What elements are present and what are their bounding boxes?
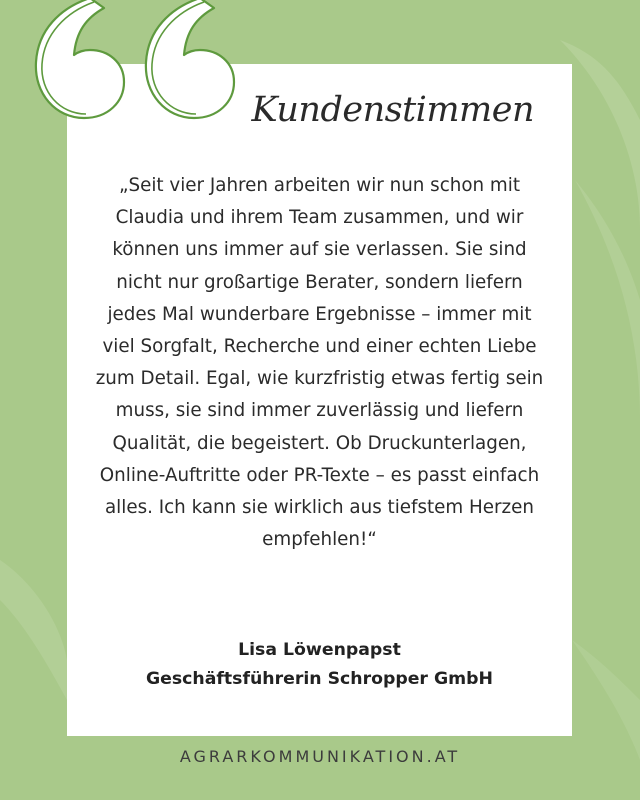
quotation-marks-icon — [20, 0, 260, 140]
footer-website: AGRARKOMMUNIKATION.AT — [179, 747, 461, 766]
card-title: Kundenstimmen — [251, 90, 534, 130]
author-name: Lisa Löwenpapst — [238, 640, 401, 660]
testimonial-card — [67, 64, 572, 736]
testimonial-quote: „Seit vier Jahren arbeiten wir nun schon mit Claudia und ihrem Team zusammen, und wir können uns immer auf sie verlassen. Sie sind nicht nur großartige Berater, sondern liefern jedes Mal wunderbare Ergebnisse – immer mit viel Sorgfalt, Recherche und einer echten Liebe zum Detail. Egal, wie kurzfristig etwas fertig sein muss, sie sind immer zuverlässig und liefern Qualität, die begeistert. Ob Druckunterlagen, Online-Auftritte oder PR-Texte – es passt einfach alles. Ich kann sie wirklich aus tiefstem Herzen empfehlen!“ — [95, 175, 544, 551]
author-role: Geschäftsführerin Schropper GmbH — [145, 669, 493, 689]
author-block — [67, 636, 572, 694]
